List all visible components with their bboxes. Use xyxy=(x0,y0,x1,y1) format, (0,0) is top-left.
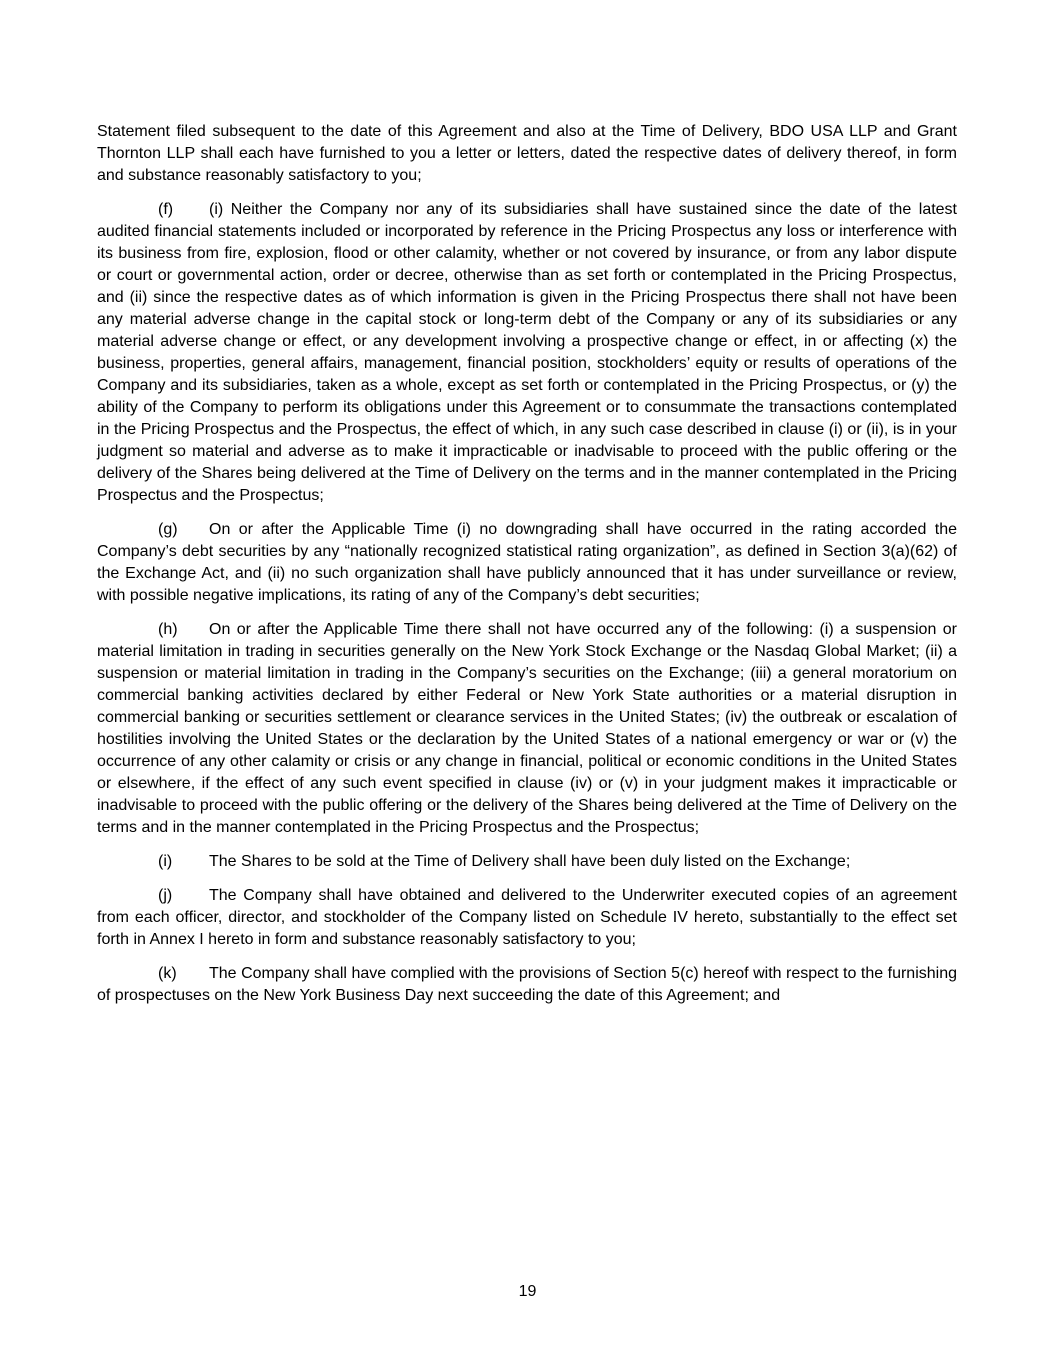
paragraph xyxy=(97,121,957,187)
paragraph-text: (i) Neither the Company nor any of its subsidiaries shall have sustained since the date of the latest audited financial statements included or incorporated by reference in the Pricing Prospectus any loss or interference with its business from fire, explosion, flood or other calamity, whether or not covered by insurance, or from any labor dispute or court or governmental action, order or decree, otherwise than as set forth or contemplated in the Pricing Prospectus, and (ii) since the respective dates as of which information is given in the Pricing Prospectus there shall not have been any material adverse change in the capital stock or long-term debt of the Company or any of its subsidiaries or any material adverse change or effect, or any development involving a prospective change or effect, in or affecting (x) the business, properties, general affairs, management, financial position, stockholders’ equity or results of operations of the Company and its subsidiaries, taken as a whole, except as set forth or contemplated in the Pricing Prospectus, or (y) the ability of the Company to perform its obligations under this Agreement or to consummate the transactions contemplated in the Pricing Prospectus and the Prospectus, the effect of which, in any such case described in clause (i) or (ii), is in your judgment so material and adverse as to make it impracticable or inadvisable to proceed with the public offering or the delivery of the Shares being delivered at the Time of Delivery on the terms and in the manner contemplated in the Pricing Prospectus and the Prospectus; xyxy=(97,201,957,504)
paragraph-label: (j) xyxy=(158,887,173,904)
paragraph-text: On or after the Applicable Time (i) no downgrading shall have occurred in the rating accorded the Company’s debt securities by any “nationally recognized statistical rating organization”, as defined in Section 3(a)(62) of the Exchange Act, and (ii) no such organization shall have publicly announced that it has under surveillance or review, with possible negative implications, its rating of any of the Company’s debt securities; xyxy=(97,521,957,604)
paragraph xyxy=(97,619,957,839)
paragraph-text: The Shares to be sold at the Time of Delivery shall have been duly listed on the Exchange; xyxy=(209,853,851,870)
paragraph-label: (f) xyxy=(158,201,174,218)
paragraph-text: On or after the Applicable Time there shall not have occurred any of the following: (i) a suspension or material limitation in trading in securities generally on the New York Stock Exchange or the Nasdaq Global Market; (ii) a suspension or material limitation in trading in the Company’s securities on the Exchange; (iii) a general moratorium on commercial banking activities declared by either Federal or New York State authorities or a material disruption in commercial banking or securities settlement or clearance services in the United States; (iv) the outbreak or escalation of hostilities involving the United States or the declaration by the United States of a national emergency or war or (v) the occurrence of any other calamity or crisis or any change in financial, political or economic conditions in the United States or elsewhere, if the effect of any such event specified in clause (iv) or (v) in your judgment makes it impracticable or inadvisable to proceed with the public offering or the delivery of the Shares being delivered at the Time of Delivery on the terms and in the manner contemplated in the Pricing Prospectus and the Prospectus; xyxy=(97,621,957,836)
paragraph xyxy=(97,885,957,951)
paragraph xyxy=(97,963,957,1007)
paragraph-text: Statement filed subsequent to the date of this Agreement and also at the Time of Delivery, BDO USA LLP and Grant Thornton LLP shall each have furnished to you a letter or letters, dated the respective dates of delivery thereof, in form and substance reasonably satisfactory to you; xyxy=(97,123,957,184)
paragraph xyxy=(97,519,957,607)
paragraph-text: The Company shall have obtained and delivered to the Underwriter executed copies of an agreement from each officer, director, and stockholder of the Company listed on Schedule IV hereto, substantially to the effect set forth in Annex I hereto in form and substance reasonably satisfactory to you; xyxy=(97,887,957,948)
paragraph xyxy=(97,851,957,873)
page-number: 19 xyxy=(518,1283,537,1300)
paragraph xyxy=(97,199,957,507)
paragraph-label: (i) xyxy=(158,853,173,870)
paragraph-label: (g) xyxy=(158,521,178,538)
paragraph-label: (h) xyxy=(158,621,178,638)
paragraph-text: The Company shall have complied with the provisions of Section 5(c) hereof with respect to the furnishing of prospectuses on the New York Business Day next succeeding the date of this Agreement; and xyxy=(97,965,957,1004)
paragraph-label: (k) xyxy=(158,965,177,982)
